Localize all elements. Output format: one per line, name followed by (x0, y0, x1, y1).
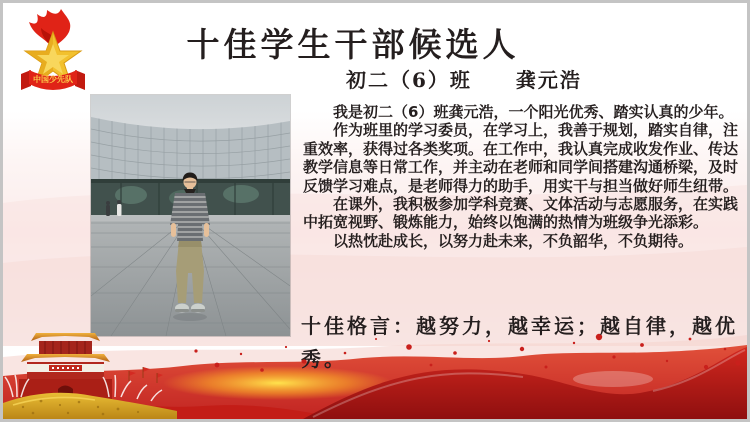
paragraph: 作为班里的学习委员，在学习上，我善于规划，踏实自律，注重效率，获得过各类奖项。在工作中，我认真完成收发作业、传达教学信息等日常工作，并主动在老师和同学间搭建沟通桥梁，及时反馈学习难点，是老师得力的助手，用实干与担当做好师生纽带。 (303, 121, 739, 195)
motto-text: 十佳格言：越努力，越幸运；越自律，越优秀。 (301, 314, 738, 371)
badge-label: 中国少先队 (33, 75, 73, 84)
paragraph: 以热忱赴成长，以努力赴未来，不负韶华，不负期待。 (333, 231, 694, 250)
tiananmen-illustration (3, 321, 177, 419)
student-class-name: 初二（6）班 龚元浩 (346, 68, 582, 92)
gate-building (19, 333, 112, 399)
paragraph: 我是初二（6）班龚元浩，一个阳光优秀、踏实认真的少年。 (333, 103, 734, 121)
introduction-text (303, 103, 739, 250)
flags (129, 367, 163, 383)
ribbon-banner (21, 70, 85, 90)
page-title: 十佳学生干部候选人 (186, 25, 520, 64)
golden-field (3, 393, 177, 419)
paragraph: 在课外，我积极参加学科竞赛、文体活动与志愿服务，在实践中拓宽视野、锻炼能力，始终以饱满的热情为班级争光添彩。 (303, 195, 739, 232)
